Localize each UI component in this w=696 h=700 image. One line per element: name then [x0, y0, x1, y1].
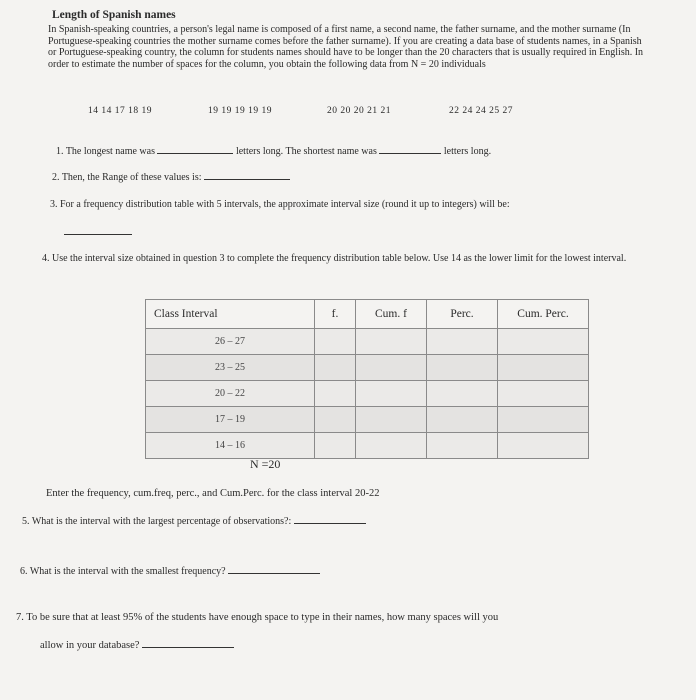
answer-blank-shortest[interactable]: [379, 152, 441, 154]
answer-blank-range[interactable]: [204, 178, 290, 180]
perc-cell[interactable]: [427, 355, 498, 381]
class-interval-cell: 23 – 25: [146, 355, 315, 381]
perc-cell[interactable]: [427, 407, 498, 433]
question-7: 7. To be sure that at least 95% of the students have enough space to type in their names, how many spaces will you: [16, 612, 499, 623]
frequency-table: [145, 299, 589, 459]
data-group-3: 20 20 20 21 21: [327, 106, 391, 116]
cum-f-cell[interactable]: [356, 381, 427, 407]
header-frequency: f.: [315, 300, 356, 329]
frequency-cell[interactable]: [315, 329, 356, 355]
header-cum-perc: Cum. Perc.: [498, 300, 589, 329]
question-7-text-b: allow in your database?: [40, 640, 140, 651]
frequency-cell[interactable]: [315, 433, 356, 459]
table-header-row: [146, 300, 589, 329]
cum-perc-cell[interactable]: [498, 355, 589, 381]
frequency-cell[interactable]: [315, 355, 356, 381]
question-2-text: 2. Then, the Range of these values is:: [52, 172, 202, 183]
cum-f-cell[interactable]: [356, 355, 427, 381]
question-6: [20, 566, 320, 577]
data-group-2: 19 19 19 19 19: [208, 106, 272, 116]
class-interval-cell: 14 – 16: [146, 433, 315, 459]
perc-cell[interactable]: [427, 329, 498, 355]
question-1: [56, 146, 491, 157]
intro-paragraph: In Spanish-speaking countries, a person's legal name is composed of a first name, a second name, the father surname, and the mother surname (In Portuguese-speaking countries the mother surname comes before the father surname). If you are creating a data base of students names, in a Spanish or Portuguese-speaking country, the column for students names should have to be longer than the 20 characters that is usually required in English. In order to estimate the number of spaces for the column, you obtain the following data from N = 20 individuals: [48, 24, 644, 70]
cum-perc-cell[interactable]: [498, 329, 589, 355]
table-row: [146, 329, 589, 355]
question-5: [22, 516, 366, 527]
answer-blank-smallest-frequency[interactable]: [228, 572, 320, 574]
worksheet-title: Length of Spanish names: [52, 9, 176, 21]
enter-instruction: Enter the frequency, cum.freq, perc., and Cum.Perc. for the class interval 20-22: [46, 488, 380, 499]
answer-blank-spaces[interactable]: [142, 646, 234, 648]
sample-size-label: N =20: [250, 457, 281, 471]
answer-blank-interval-size[interactable]: [64, 228, 132, 235]
question-7-continued: [40, 640, 234, 651]
header-perc: Perc.: [427, 300, 498, 329]
question-3: 3. For a frequency distribution table with 5 intervals, the approximate interval size (round it up to integers) will be:: [50, 199, 510, 210]
question-4: 4. Use the interval size obtained in question 3 to complete the frequency distribution table below. Use 14 as the lower limit for the lowest interval.: [42, 253, 627, 264]
class-interval-cell: 17 – 19: [146, 407, 315, 433]
perc-cell[interactable]: [427, 381, 498, 407]
table-row: [146, 433, 589, 459]
question-6-text: 6. What is the interval with the smallest frequency?: [20, 566, 226, 577]
frequency-cell[interactable]: [315, 381, 356, 407]
class-interval-cell: 20 – 22: [146, 381, 315, 407]
table-row: [146, 355, 589, 381]
cum-f-cell[interactable]: [356, 329, 427, 355]
table-row: [146, 381, 589, 407]
cum-f-cell[interactable]: [356, 407, 427, 433]
data-group-1: 14 14 17 18 19: [88, 106, 152, 116]
question-1-part-b: letters long. The shortest name was: [235, 146, 377, 157]
perc-cell[interactable]: [427, 433, 498, 459]
cum-perc-cell[interactable]: [498, 381, 589, 407]
table-row: [146, 407, 589, 433]
question-1-part-a: 1. The longest name was: [56, 146, 155, 157]
data-group-4: 22 24 24 25 27: [449, 106, 513, 116]
question-1-part-c: letters long.: [443, 146, 492, 157]
cum-f-cell[interactable]: [356, 433, 427, 459]
question-5-text: 5. What is the interval with the largest percentage of observations?:: [22, 516, 292, 527]
answer-blank-longest[interactable]: [157, 152, 233, 154]
cum-perc-cell[interactable]: [498, 433, 589, 459]
cum-perc-cell[interactable]: [498, 407, 589, 433]
question-2: [52, 172, 290, 183]
answer-blank-largest-percentage[interactable]: [294, 522, 366, 524]
header-class-interval: Class Interval: [146, 300, 315, 329]
frequency-cell[interactable]: [315, 407, 356, 433]
class-interval-cell: 26 – 27: [146, 329, 315, 355]
header-cum-f: Cum. f: [356, 300, 427, 329]
